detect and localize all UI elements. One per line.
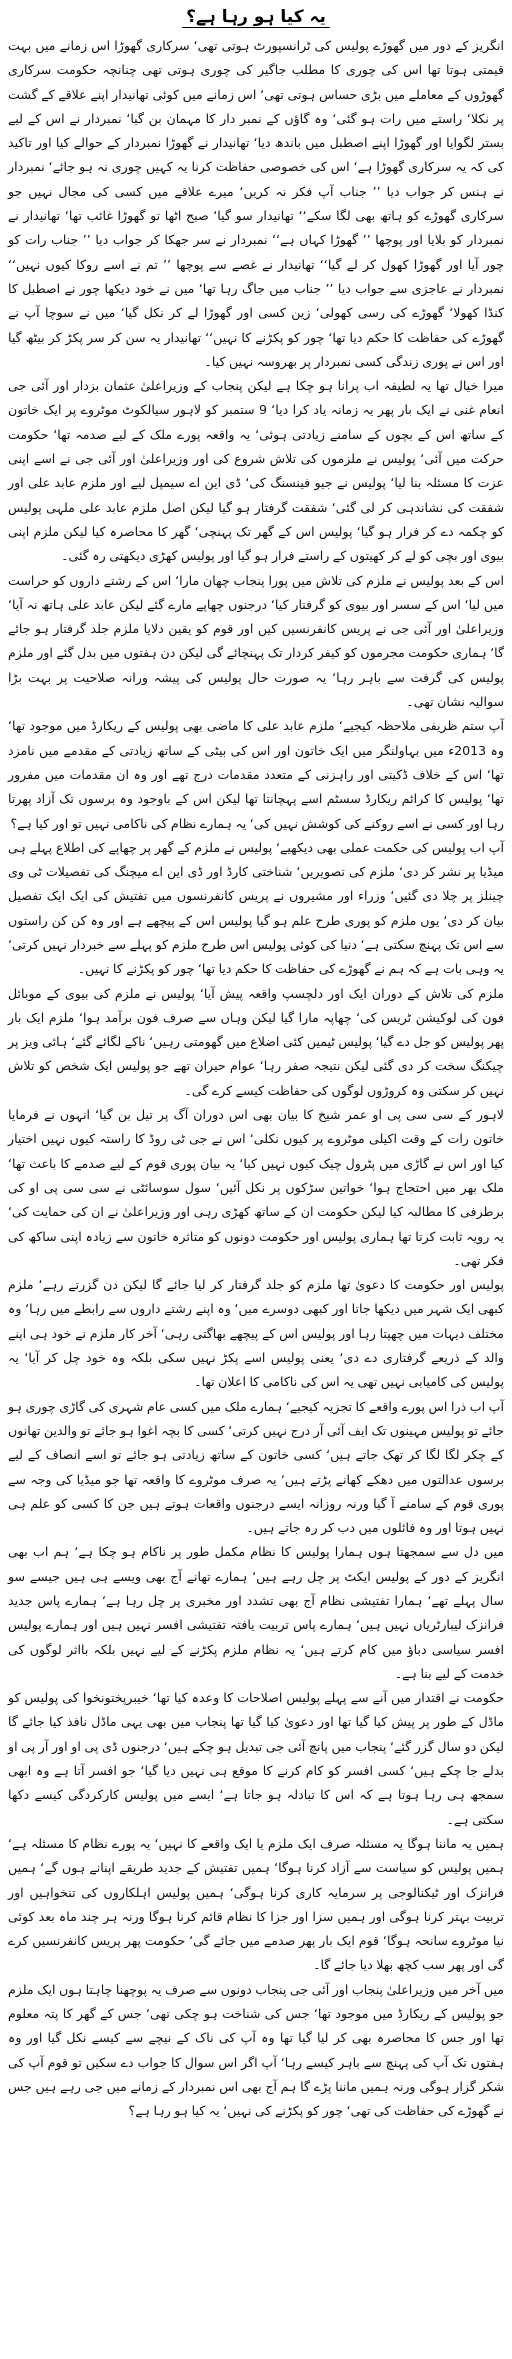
article-paragraph-7: لاہور کے سی سی پی او عمر شیخ کا بیان بھی اس دوران آگ پر تیل بن گیا‘ انہوں نے فرمایا خاتون رات کے وقت اکیلی موٹروے پر کیوں نکلی‘ اس نے جی ٹی روڈ کا راستہ کیوں نہیں اختیار کیا اور اس نے گاڑی میں پٹرول چیک کیوں نہیں کیا‘ یہ بیان پوری قوم کے لیے صدمے کا باعث تھا‘ ملک بھر میں احتجاج ہوا‘ خواتین سڑکوں پر نکل آئیں‘ سول سوسائٹی نے سی سی پی او کی برطرفی کا مطالبہ کیا لیکن حکومت ان کے ساتھ کھڑی رہی اور وزیراعلیٰ نے ان کی حمایت کی‘ یہ رویہ ثابت کرتا تھا ہماری پولیس اور حکومت دونوں کو متاثرہ خاتون سے زیادہ اپنی ساکھ کی فکر تھی۔ [8,1107,504,1268]
headline-text: یہ کیا ہو رہا ہے؟ [182,7,330,28]
article-paragraph-11: حکومت نے اقتدار میں آنے سے پہلے پولیس اصلاحات کا وعدہ کیا تھا‘ خیبرپختونخوا کی پولیس کو ماڈل کے طور پر پیش کیا گیا تھا اور دعویٰ کیا گیا تھا پنجاب میں بھی یہی ماڈل نافذ کیا جائے گا لیکن دو سال گزر گئے‘ پنجاب میں پانچ آئی جی تبدیل ہو چکے ہیں‘ درجنوں ڈی پی او اور آر پی او بدلے جا چکے ہیں‘ کسی افسر کو کام کرنے کا موقع ہی نہیں دیا گیا‘ جو افسر آتا ہے وہ ابھی سمجھ ہی رہا ہوتا ہے کہ اس کا تبادلہ ہو جاتا ہے‘ ایسے میں پولیس کارکردگی کیسے دکھا سکتی ہے۔ [8,1690,504,1827]
article-paragraph-5: آپ اب پولیس کی حکمت عملی بھی دیکھیے‘ پولیس نے ملزم کے گھر پر چھاپے کی اطلاع پہلے ہی میڈیا پر نشر کر دی‘ ملزم کی تصویریں‘ شناختی کارڈ اور ڈی این اے میچنگ کی تفصیلات ٹی وی چینلز پر چلا دی گئیں‘ وزراء اور مشیروں نے پریس کانفرنسوں میں تفتیش کی ایک ایک تفصیل بیان کر دی‘ یوں ملزم کو پوری طرح علم ہو گیا پولیس اس کے پیچھے ہے اور وہ کن کن راستوں سے اس تک پہنچ سکتی ہے‘ دنیا کی کوئی پولیس اس طرح ملزم کو پہلے سے خبردار نہیں کرتی‘ یہ وہی بات ہے کہ ہم نے گھوڑے کی حفاظت کا حکم دیا تھا‘ چور کو پکڑنے کا نہیں۔ [8,839,504,977]
article-paragraph-6: ملزم کی تلاش کے دوران ایک اور دلچسپ واقعہ پیش آیا‘ پولیس نے ملزم کی بیوی کے موبائل فون کی لوکیشن ٹریس کی‘ چھاپہ مارا گیا لیکن وہاں سے صرف فون برآمد ہوا‘ ملزم ایک بار پھر پولیس کو جل دے گیا‘ پولیس ٹیمیں کئی اضلاع میں گھومتی رہیں‘ ناکے لگائے گئے‘ ہائی ویز پر چیکنگ سخت کر دی گئی لیکن نتیجہ صفر رہا‘ عوام حیران تھے جو پولیس ایک شخص کو تلاش نہیں کر سکتی وہ کروڑوں لوگوں کی حفاظت کیسے کرے گی۔ [8,985,504,1098]
article-paragraph-8: پولیس اور حکومت کا دعویٰ تھا ملزم کو جلد گرفتار کر لیا جائے گا لیکن دن گزرتے رہے‘ ملزم کبھی ایک شہر میں دیکھا جاتا اور کبھی دوسرے میں‘ وہ اپنے رشتے داروں سے رابطے میں رہا‘ وہ مختلف دیہات میں چھپتا رہا اور پولیس اس کے پیچھے بھاگتی رہی‘ آخر کار ملزم نے خود ہی اپنے والد کے ذریعے گرفتاری دے دی‘ یعنی پولیس اسے پکڑ نہیں سکی بلکہ وہ خود چل کر آیا‘ یہ پولیس کی کامیابی نہیں تھی یہ اس کی ناکامی کا اعلان تھا۔ [8,1277,504,1390]
article-paragraph-4: آپ ستم ظریفی ملاحظہ کیجیے‘ ملزم عابد علی کا ماضی بھی پولیس کے ریکارڈ میں موجود تھا‘ وہ 2013ء میں بہاولنگر میں ایک خاتون اور اس کی بیٹی کے ساتھ زیادتی کے مقدمے میں نامزد تھا‘ اس کے خلاف ڈکیتی اور راہزنی کے متعدد مقدمات درج تھے اور وہ ان مقدمات میں مفرور تھا‘ پولیس کا کرائم ریکارڈ سسٹم اسے پہچانتا تھا لیکن اس کے باوجود وہ برسوں تک آزاد پھرتا رہا اور کسی نے اسے روکنے کی کوشش نہیں کی‘ یہ ہمارے نظام کی ناکامی نہیں تو اور کیا ہے؟ [8,718,504,831]
article-headline [8,4,504,30]
article-paragraph-3: اس کے بعد پولیس نے ملزم کی تلاش میں پورا پنجاب چھان مارا‘ اس کے رشتے داروں کو حراست میں لیا‘ اس کے سسر اور بیوی کو گرفتار کیا‘ درجنوں چھاپے مارے گئے لیکن عابد علی ہاتھ نہ آیا‘ وزیراعلیٰ اور آئی جی نے پریس کانفرنسیں کیں اور قوم کو یقین دلایا ملزم جلد گرفتار ہو جائے گا‘ ہماری حکومت مجرموں کو کیفر کردار تک پہنچائے گی لیکن دن ہفتوں میں بدل گئے اور ملزم پولیس کی گرفت سے باہر رہا‘ یہ صورت حال پولیس کی پیشہ ورانہ صلاحیت پر بہت بڑا سوالیہ نشان تھی۔ [8,572,504,710]
article-paragraph-12: ہمیں یہ ماننا ہوگا یہ مسئلہ صرف ایک ملزم یا ایک واقعے کا نہیں‘ یہ پورے نظام کا مسئلہ ہے‘ ہمیں پولیس کو سیاست سے آزاد کرنا ہوگا‘ ہمیں تفتیش کے جدید طریقے اپنانے ہوں گے‘ ہمیں فرانزک اور ٹیکنالوجی پر سرمایہ کاری کرنا ہوگی‘ ہمیں پولیس اہلکاروں کی تنخواہیں اور تربیت بہتر کرنا ہوگی اور ہمیں سزا اور جزا کا نظام قائم کرنا ہوگا ورنہ ہر چند ماہ بعد کوئی نیا موٹروے سانحہ ہوگا‘ قوم ایک بار پھر صدمے میں جائے گی‘ حکومت پھر پریس کانفرنسیں کرے گی اور پھر سب کچھ بھلا دیا جائے گا۔ [8,1835,504,1973]
article-paragraph-2: میرا خیال تھا یہ لطیفہ اب پرانا ہو چکا ہے لیکن پنجاب کے وزیراعلیٰ عثمان بزدار اور آئی جی انعام غنی نے ایک بار پھر یہ زمانہ یاد کرا دیا‘ 9 ستمبر کو لاہور سیالکوٹ موٹروے پر ایک خاتون کے ساتھ اس کے بچوں کے سامنے زیادتی ہوئی‘ یہ واقعہ پورے ملک کے لیے صدمہ تھا‘ حکومت حرکت میں آئی‘ پولیس نے ملزموں کی تلاش شروع کی اور وزیراعلیٰ اور آئی جی نے اسے اپنی عزت کا مسئلہ بنا لیا‘ پولیس نے جیو فینسنگ کی‘ ڈی این اے سیمپل لیے اور ملزم عابد علی اور شفقت کی نشاندہی کر لی گئی‘ شفقت گرفتار ہو گیا لیکن اصل ملزم عابد علی ملہی پولیس کو چکمہ دے کر فرار ہو گیا‘ پولیس اس کے گھر تک پہنچی‘ گھر کا محاصرہ کیا لیکن ملزم اپنی بیوی اور بچی کو لے کر کھیتوں کے راستے فرار ہو گیا اور پولیس کھڑی دیکھتی رہ گئی۔ [8,378,504,564]
article-paragraph-9: آپ اب ذرا اس پورے واقعے کا تجزیہ کیجیے‘ ہمارے ملک میں کسی عام شہری کی گاڑی چوری ہو جائے تو پولیس مہینوں تک ایف آئی آر درج نہیں کرتی‘ کسی کا بچہ اغوا ہو جائے تو والدین تھانوں کے چکر لگا لگا کر تھک جاتے ہیں‘ کسی خاتون کے ساتھ زیادتی ہو جائے تو اسے انصاف کے لیے برسوں عدالتوں میں دھکے کھانے پڑتے ہیں‘ یہ صرف موٹروے کا واقعہ تھا جو میڈیا کی وجہ سے پوری قوم کے سامنے آ گیا ورنہ روزانہ ایسے درجنوں واقعات ہوتے ہیں جن کا کسی کو علم ہی نہیں ہوتا اور وہ فائلوں میں دب کر رہ جاتے ہیں۔ [8,1398,504,1536]
article-paragraph-1: انگریز کے دور میں گھوڑے پولیس کی ٹرانسپورٹ ہوتی تھی‘ سرکاری گھوڑا اس زمانے میں بہت قیمتی ہوتا تھا اس کی چوری کا مطلب جاگیر کی چوری ہوتی تھی چنانچہ حکومت سرکاری گھوڑوں کے معاملے میں بڑی حساس ہوتی تھی‘ اس زمانے میں کوئی تھانیدار اپنے علاقے کے گشت پر نکلا‘ راستے میں رات ہو گئی‘ وہ گاؤں کے نمبر دار کا مہمان بن گیا‘ نمبردار نے اس کے لیے بستر لگوایا اور گھوڑا اپنے اصطبل میں باندھ دیا‘ تھانیدار نے گھوڑا نمبردار کے حوالے کیا اور تاکید کی کہ یہ سرکاری گھوڑا ہے‘ اس کی خصوصی حفاظت کرنا یہ کہیں چوری نہ ہو جائے‘ نمبردار نے ہنس کر جواب دیا ’’ جناب آپ فکر نہ کریں‘ میرے علاقے میں کسی کی مجال نہیں جو سرکاری گھوڑے کو ہاتھ بھی لگا سکے‘‘ تھانیدار سو گیا‘ صبح اٹھا تو گھوڑا غائب تھا‘ تھانیدار نے نمبردار کو بلایا اور پوچھا ’’ گھوڑا کہاں ہے‘‘ نمبردار نے سر جھکا کر جواب دیا ’’ جناب رات کو چور آیا اور گھوڑا کھول کر لے گیا‘‘ تھانیدار نے غصے سے پوچھا ’’ تم نے اسے روکا کیوں نہیں‘‘ نمبردار نے عاجزی سے جواب دیا ’’ جناب میں جاگ رہا تھا‘ میں نے خود دیکھا چور نے اصطبل کا کنڈا کھولا‘ گھوڑے کی رسی کھولی‘ زین کسی اور گھوڑا لے کر نکل گیا‘ میں نے سوچا آپ نے گھوڑے کی حفاظت کا حکم دیا تھا‘ چور کو پکڑنے کا نہیں‘‘ تھانیدار یہ سن کر سر پکڑ کر بیٹھ گیا اور اس نے پوری زندگی کسی نمبردار پر بھروسہ نہیں کیا۔ [8,38,504,369]
article-paragraph-13: میں آخر میں وزیراعلیٰ پنجاب اور آئی جی پنجاب دونوں سے صرف یہ پوچھنا چاہتا ہوں ایک ملزم جو پولیس کے ریکارڈ میں موجود تھا‘ جس کی شناخت ہو چکی تھی‘ جس کے گھر کا پتہ معلوم تھا اور جس کا محاصرہ بھی کر لیا گیا تھا وہ آپ کی ناک کے نیچے سے کیسے نکل گیا اور وہ ہفتوں تک آپ کی پہنچ سے باہر کیسے رہا‘ آپ اگر اس سوال کا جواب دے سکیں تو قوم آپ کی شکر گزار ہوگی ورنہ ہمیں ماننا پڑے گا ہم آج بھی اس نمبردار کے زمانے میں جی رہے ہیں جس نے گھوڑے کی حفاظت کی تھی‘ چور کو پکڑنے کی نہیں‘ یہ کیا ہو رہا ہے؟ [8,1981,504,2119]
article-paragraph-10: میں دل سے سمجھتا ہوں ہمارا پولیس کا نظام مکمل طور پر ناکام ہو چکا ہے‘ ہم اب بھی انگریز کے دور کے پولیس ایکٹ پر چل رہے ہیں‘ ہمارے تھانے آج بھی ویسے ہی ہیں جیسے سو سال پہلے تھے‘ ہمارا تفتیشی نظام آج بھی تشدد اور مخبری پر چل رہا ہے‘ ہمارے پاس جدید فرانزک لیبارٹریاں نہیں ہیں‘ ہمارے پاس تربیت یافتہ تفتیشی افسر نہیں ہیں اور ہمارے پولیس افسر سیاسی دباؤ میں کام کرتے ہیں‘ یہ نظام ملزم پکڑنے کے لیے نہیں بلکہ بااثر لوگوں کی خدمت کے لیے بنا ہے۔ [8,1544,504,1681]
